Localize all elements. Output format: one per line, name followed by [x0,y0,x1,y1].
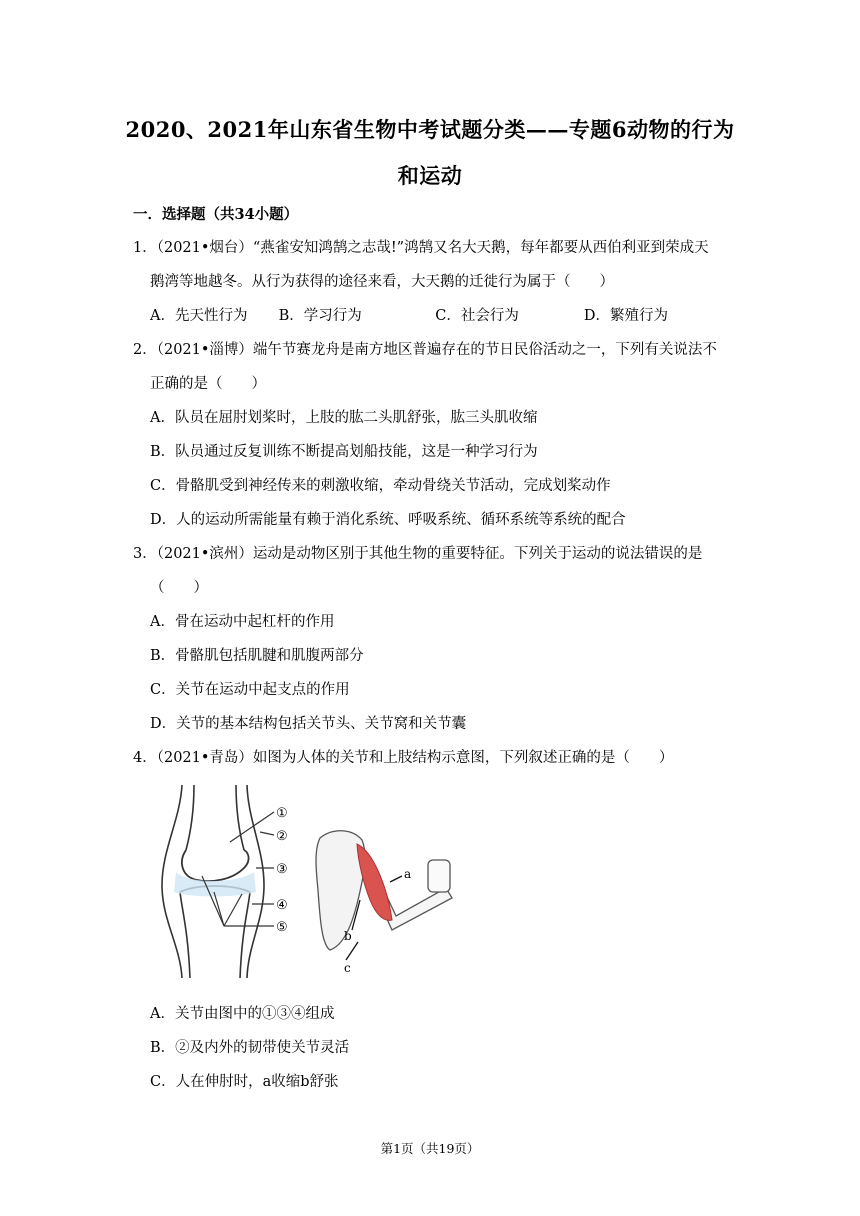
q3-option-a: A．骨在运动中起杠杆的作用 [150,614,335,630]
label-b: b [344,929,352,943]
q1-option-a: A．先天性行为 [150,308,248,324]
label-2: ② [276,829,288,844]
label-c: c [344,961,351,975]
q3-option-c: C．关节在运动中起支点的作用 [150,682,350,698]
label-4: ④ [276,898,288,913]
q4-option-c: C．人在伸肘时，a收缩b舒张 [150,1074,339,1090]
label-a: a [404,867,412,881]
q1-stem-line2: 鹅湾等地越冬。从行为获得的途径来看，大天鹅的迁徙行为属于（ ） [150,274,614,290]
q3-stem-line1: 3．（2021•滨州）运动是动物区别于其他生物的重要特征。下列关于运动的说法错误的是 [133,546,703,562]
q1-options [150,304,668,325]
q4-stem-line1: 4．（2021•青岛）如图为人体的关节和上肢结构示意图，下列叙述正确的是（ ） [133,750,674,766]
q2-option-b: B．队员通过反复训练不断提高划船技能，这是一种学习行为 [150,444,538,460]
label-1: ① [276,806,288,821]
page-title-line2: 和运动 [397,163,463,188]
q2-option-d: D．人的运动所需能量有赖于消化系统、呼吸系统、循环系统等系统的配合 [150,512,626,528]
page-footer: 第1页（共19页） [380,1141,480,1156]
joint-and-arm-diagram [152,780,472,980]
q2-stem-line2: 正确的是（ ） [150,376,266,392]
q3-option-d: D．关节的基本结构包括关节头、关节窝和关节囊 [150,716,467,732]
q1-stem-line1: 1．（2021•烟台）“燕雀安知鸿鹄之志哉!”鸿鹄又名大天鹅，每年都要从西伯利亚到荣成天 [133,240,709,256]
q1-option-b: B．学习行为 [278,308,362,324]
label-3: ③ [276,862,288,877]
section-heading: 一．选择题（共34小题） [133,206,299,223]
q2-stem-line1: 2．（2021•淄博）端午节赛龙舟是南方地区普遍存在的节日民俗活动之一，下列有关说法不 [133,342,717,358]
q1-option-c: C．社会行为 [435,308,519,324]
page-title: 2020、2021年山东省生物中考试题分类——专题6动物的行为 [125,117,735,142]
q2-option-a: A．队员在屈肘划桨时，上肢的肱二头肌舒张，肱三头肌收缩 [150,410,538,426]
q3-option-b: B．骨骼肌包括肌腱和肌腹两部分 [150,648,364,664]
q3-stem-line2: （ ） [150,580,208,596]
q4-option-a: A．关节由图中的①③④组成 [150,1006,335,1022]
label-5: ⑤ [276,920,288,935]
q4-option-b: B．②及内外的韧带使关节灵活 [150,1040,350,1056]
q2-option-c: C．骨骼肌受到神经传来的刺激收缩，牵动骨绕关节活动，完成划桨动作 [150,478,611,494]
q1-option-d: D．繁殖行为 [583,308,668,324]
